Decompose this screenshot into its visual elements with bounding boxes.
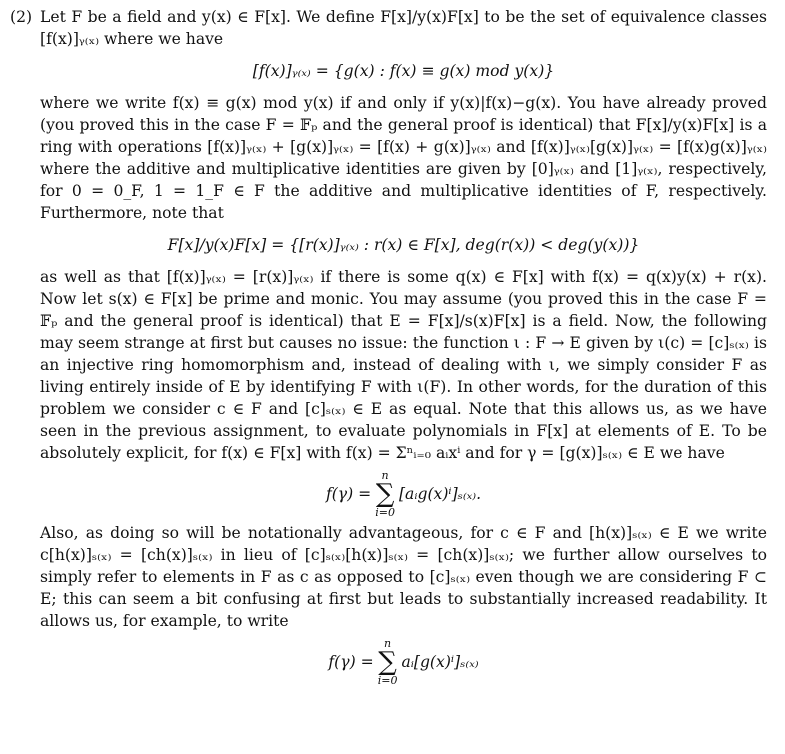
paragraph-text-1: Let F be a field and y(x) ∈ F[x]. We define F[x]/y(x)F[x] to be the set of equivalence classes [f(x)]ᵧ₍ₓ₎ where we have [40, 8, 767, 48]
equation-rhs: [aᵢg(x)ⁱ]ₛ₍ₓ₎. [398, 485, 482, 503]
equation-equivalence-class: [f(x)]ᵧ₍ₓ₎ = {g(x) : f(x) ≡ g(x) mod y(x)} [252, 62, 555, 80]
equation-evaluation-1 [10, 470, 767, 518]
sum-lower-limit: i=0 [375, 506, 395, 519]
sigma-glyph: ∑ [375, 479, 395, 509]
paragraph-definition [10, 6, 767, 50]
equation-lhs: f(γ) = [328, 653, 374, 671]
equation-rhs: aᵢ[g(x)ⁱ]ₛ₍ₓ₎ [401, 653, 479, 671]
summation-symbol [378, 638, 398, 686]
item-number: (2) [10, 8, 33, 26]
paragraph-field-extension: as well as that [f(x)]ᵧ₍ₓ₎ = [r(x)]ᵧ₍ₓ₎ if there is some q(x) ∈ F[x] with f(x) = q(x)y(x) + r(x). Now let s(x) ∈ F[x] be prime and monic. You may assume (you proved this in the case F = 𝔽ₚ and the general proof is identical) that E = F[x]/s(x)F[x] is a field. Now, the following may seem strange at first but causes no issue: the function ι : F → E given by ι(c) = [c]ₛ₍ₓ₎ is an injective ring homomorphism and, instead of dealing with ι, we simply consider F as living entirely inside of E by identifying F with ι(F). In other words, for the duration of this problem we consider c ∈ F and [c]ₛ₍ₓ₎ ∈ E as equal. Note that this allows us, as we have seen in the previous assignment, to evaluate polynomials in F[x] at elements of E. To be absolutely explicit, for f(x) ∈ F[x] with f(x) = Σⁿᵢ₌₀ aᵢxⁱ and for γ = [g(x)]ₛ₍ₓ₎ ∈ E we have [40, 268, 767, 462]
sum-lower-limit: i=0 [377, 674, 398, 687]
equation-evaluation-2 [10, 638, 767, 686]
summation-symbol [375, 470, 395, 518]
paragraph-ring-operations: where we write f(x) ≡ g(x) mod y(x) if and only if y(x)|f(x)−g(x). You have already proved (you proved this in the case F = 𝔽ₚ and the general proof is identical) that F[x]/y(x)F[x] is a ring with operations [f(x)]ᵧ₍ₓ₎ + [g(x)]ᵧ₍ₓ₎ = [f(x) + g(x)]ᵧ₍ₓ₎ and [f(x)]ᵧ₍ₓ₎[g(x)]ᵧ₍ₓ₎ = [f(x)g(x)]ᵧ₍ₓ₎ where the additive and multiplicative identities are given by [0]ᵧ₍ₓ₎ and [1]ᵧ₍ₓ₎, respectively, for 0 = 0_F, 1 = 1_F ∈ F the additive and multiplicative identities of F, respectively. Furthermore, note that [40, 94, 767, 222]
equation-lhs: f(γ) = [325, 485, 372, 503]
sum-upper-limit: n [381, 469, 389, 482]
sigma-glyph: ∑ [378, 647, 397, 677]
equation-quotient-ring: F[x]/y(x)F[x] = {[r(x)]ᵧ₍ₓ₎ : r(x) ∈ F[x], deg(r(x)) < deg(y(x))} [167, 236, 640, 254]
paragraph-notation: Also, as doing so will be notationally advantageous, for c ∈ F and [h(x)]ₛ₍ₓ₎ ∈ E we write c[h(x)]ₛ₍ₓ₎ = [ch(x)]ₛ₍ₓ₎ in lieu of [c]ₛ₍ₓ₎[h(x)]ₛ₍ₓ₎ = [ch(x)]ₛ₍ₓ₎; we further allow ourselves to simply refer to elements in F as c as opposed to [c]ₛ₍ₓ₎ even though we are considering F ⊂ E; this can seem a bit confusing at first but leads to substantially increased readability. It allows us, for example, to write [40, 524, 767, 630]
sum-upper-limit: n [384, 637, 392, 650]
